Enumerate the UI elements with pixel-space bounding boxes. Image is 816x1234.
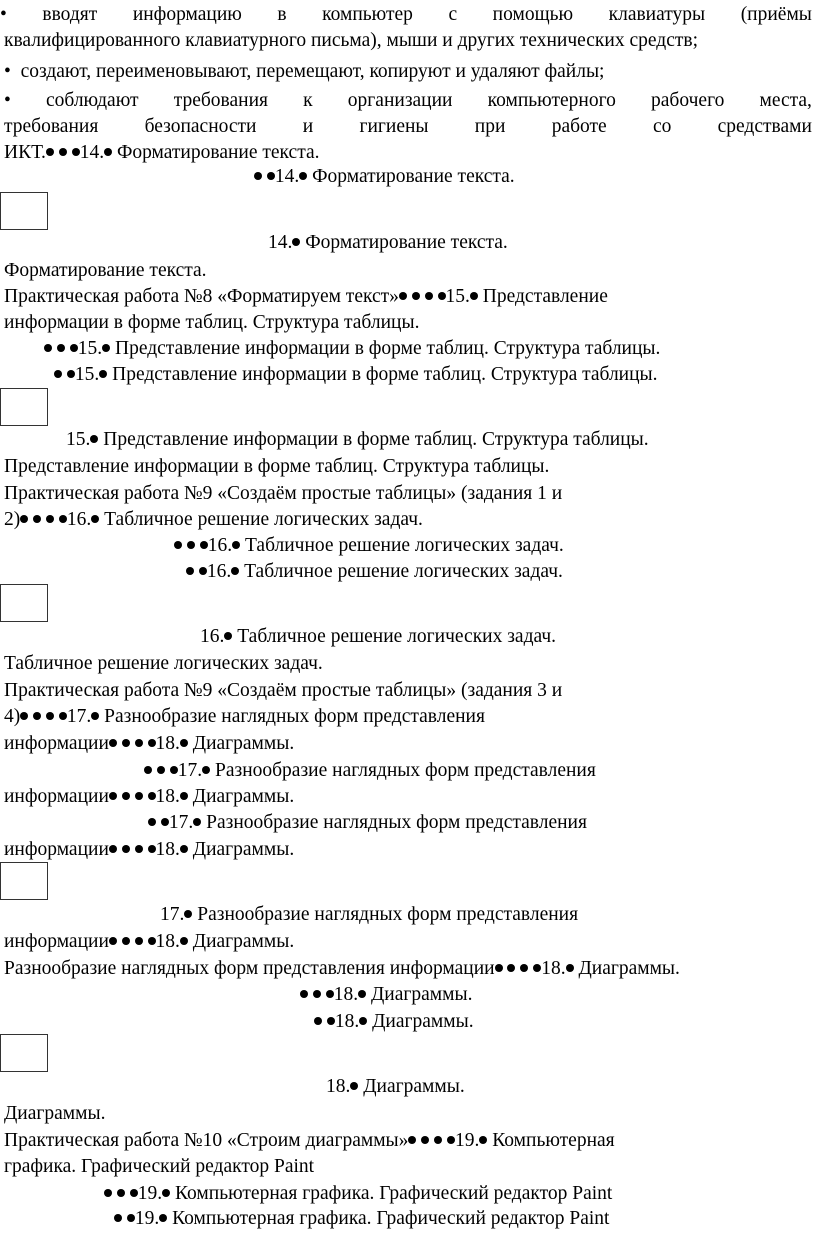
practical-work-8: Практическая работа №8 «Форматируем текст» 15. Представление [4, 286, 608, 307]
bullet-dot-icon [148, 937, 156, 945]
bullet-dot-icon [104, 148, 112, 156]
bullet-dot-icon [148, 845, 156, 853]
bullet-dot-icon [90, 435, 98, 443]
bullet-dot-icon [399, 292, 407, 300]
bullet-dot-icon [117, 1189, 125, 1197]
toc-entry-17-level3-cont[interactable]: информации 18. Диаграммы. [4, 786, 295, 807]
bullet-dot-icon [91, 515, 99, 523]
practical-work-9b: Практическая работа №9 «Создаём простые таблицы» (задания 3 и [4, 680, 563, 701]
bullet-dot-icon [327, 1017, 335, 1025]
bullet-dot-icon [412, 292, 420, 300]
bullet-dot-icon [180, 845, 188, 853]
bullet-dot-icon [470, 292, 478, 300]
bullet-dot-icon [109, 792, 117, 800]
bullet-dot-icon [122, 937, 130, 945]
bullet-dot-icon [135, 792, 143, 800]
bullet-dot-icon [162, 1189, 170, 1197]
bullet-dot-icon [109, 937, 117, 945]
bullet-dot-icon [170, 766, 178, 774]
bullet-dot-icon [161, 818, 169, 826]
bullet-dot-icon [193, 818, 201, 826]
bullet-dot-icon [99, 370, 107, 378]
practical-work-9a: Практическая работа №9 «Создаём простые таблицы» (задания 1 и [4, 483, 563, 504]
bullet-dot-icon [533, 964, 541, 972]
bullet-dot-icon [254, 172, 262, 180]
bullet-item-3-line-1: • соблюдают требования к организации компьютерного рабочего места, [4, 88, 812, 114]
toc-entry-16-level3[interactable]: 16. Табличное решение логических задач. [174, 533, 564, 559]
bullet-dot-icon [186, 567, 194, 575]
bullet-dot-icon [299, 172, 307, 180]
bullet-dot-icon [313, 990, 321, 998]
practical-work-9b-cont-2: информации 18. Диаграммы. [4, 733, 295, 754]
bullet-item-2: • создают, переименовывают, перемещают, копируют и удаляют файлы; [4, 61, 605, 82]
bullet-dot-icon [46, 148, 54, 156]
bullet-dot-icon [187, 541, 195, 549]
bullet-dot-icon [359, 1017, 367, 1025]
bullet-dot-icon [59, 712, 67, 720]
bullet-dot-icon [70, 344, 78, 352]
bullet-dot-icon [292, 238, 300, 246]
bullet-dot-icon [507, 964, 515, 972]
bullet-dot-icon [122, 792, 130, 800]
bullet-dot-icon [159, 1214, 167, 1222]
image-placeholder [0, 584, 48, 622]
bullet-dot-icon [114, 1214, 122, 1222]
bullet-dot-icon [438, 292, 446, 300]
bullet-dot-icon [135, 937, 143, 945]
bullet-dot-icon [300, 990, 308, 998]
bullet-dot-icon [144, 766, 152, 774]
bullet-dot-icon [44, 344, 52, 352]
toc-entry-16-level2[interactable]: 16. Табличное решение логических задач. [186, 559, 563, 585]
bullet-icon: • [0, 4, 7, 25]
bullet-dot-icon [20, 712, 28, 720]
section-topic-16: Табличное решение логических задач. [4, 653, 323, 674]
bullet-dot-icon [566, 964, 574, 972]
bullet-dot-icon [434, 1136, 442, 1144]
bullet-dot-icon [148, 739, 156, 747]
bullet-dot-icon [109, 739, 117, 747]
bullet-dot-icon [267, 172, 275, 180]
section-heading-15: 15. Представление информации в форме таблиц. Структура таблицы. [66, 429, 649, 450]
bullet-dot-icon [59, 148, 67, 156]
bullet-icon: • [4, 61, 21, 82]
bullet-dot-icon [135, 845, 143, 853]
toc-entry-17-level2[interactable]: 17. Разнообразие наглядных форм представления [148, 810, 587, 836]
bullet-dot-icon [157, 766, 165, 774]
bullet-dot-icon [180, 792, 188, 800]
bullet-dot-icon [57, 344, 65, 352]
bullet-dot-icon [109, 845, 117, 853]
image-placeholder [0, 862, 48, 900]
toc-entry-19-level3[interactable]: 19. Компьютерная графика. Графический редактор Paint [104, 1181, 612, 1207]
bullet-dot-icon [102, 344, 110, 352]
section-topic-15: Представление информации в форме таблиц. Структура таблицы. [4, 456, 550, 477]
section-heading-16: 16. Табличное решение логических задач. [200, 626, 557, 647]
bullet-dot-icon [127, 1214, 135, 1222]
section-heading-18: 18. Диаграммы. [326, 1076, 465, 1097]
bullet-dot-icon [184, 910, 192, 918]
bullet-dot-icon [200, 541, 208, 549]
bullet-dot-icon [232, 541, 240, 549]
bullet-dot-icon [59, 515, 67, 523]
bullet-dot-icon [180, 937, 188, 945]
bullet-dot-icon [202, 766, 210, 774]
bullet-dot-icon [148, 818, 156, 826]
bullet-dot-icon [174, 541, 182, 549]
bullet-dot-icon [520, 964, 528, 972]
bullet-dot-icon [421, 1136, 429, 1144]
section-topic-18: Диаграммы. [4, 1103, 106, 1124]
bullet-dot-icon [314, 1017, 322, 1025]
toc-entry-15-level3[interactable]: 15. Представление информации в форме таблиц. Структура таблицы. [44, 336, 660, 362]
bullet-dot-icon [495, 964, 503, 972]
image-placeholder [0, 192, 48, 230]
toc-entry-15-level2[interactable]: 15. Представление информации в форме таблиц. Структура таблицы. [54, 362, 658, 388]
bullet-dot-icon [199, 567, 207, 575]
toc-entry-18-level2[interactable]: 18. Диаграммы. [314, 1009, 474, 1035]
section-topic-14: Форматирование текста. [4, 260, 207, 281]
practical-work-8-cont: информации в форме таблиц. Структура таблицы. [4, 312, 420, 333]
bullet-dot-icon [122, 845, 130, 853]
bullet-dot-icon [408, 1136, 416, 1144]
section-topic-17: Разнообразие наглядных форм представления информации 18. Диаграммы. [4, 958, 680, 979]
bullet-dot-icon [46, 515, 54, 523]
bullet-dot-icon [135, 739, 143, 747]
bullet-dot-icon [46, 712, 54, 720]
bullet-dot-icon [67, 370, 75, 378]
bullet-dot-icon [33, 712, 41, 720]
toc-entry-17-level2-cont[interactable]: информации 18. Диаграммы. [4, 839, 295, 860]
practical-work-9a-cont: 2) 16. Табличное решение логических задач. [4, 509, 423, 530]
bullet-dot-icon [425, 292, 433, 300]
section-heading-17-cont: информации 18. Диаграммы. [4, 931, 295, 952]
bullet-item-3-line-3: ИКТ. 14. Форматирование текста. [4, 142, 320, 163]
bullet-item-3-line-2: требования безопасности и гигиены при работе со средствами [4, 116, 812, 137]
bullet-dot-icon [479, 1136, 487, 1144]
bullet-dot-icon [54, 370, 62, 378]
practical-work-9b-cont: 4) 17. Разнообразие наглядных форм представления [4, 706, 485, 727]
bullet-dot-icon [350, 1082, 358, 1090]
bullet-dot-icon [148, 792, 156, 800]
section-heading-14: 14. Форматирование текста. [268, 232, 508, 253]
bullet-dot-icon [91, 712, 99, 720]
bullet-dot-icon [20, 515, 28, 523]
bullet-dot-icon [122, 739, 130, 747]
bullet-dot-icon [33, 515, 41, 523]
bullet-dot-icon [447, 1136, 455, 1144]
bullet-dot-icon [358, 990, 366, 998]
bullet-dot-icon [104, 1189, 112, 1197]
toc-entry-14[interactable]: 14. Форматирование текста. [254, 164, 515, 190]
bullet-dot-icon [224, 632, 232, 640]
section-heading-17: 17. Разнообразие наглядных форм представления [160, 904, 579, 925]
practical-work-10: Практическая работа №10 «Строим диаграммы» 19. Компьютерная [4, 1130, 615, 1151]
image-placeholder [0, 1034, 48, 1072]
bullet-icon: • [4, 90, 11, 111]
bullet-dot-icon [130, 1189, 138, 1197]
bullet-item-1-line-1: • вводят информацию в компьютер с помощью клавиатуры (приёмы [0, 2, 812, 28]
image-placeholder [0, 388, 48, 426]
toc-entry-18-level3[interactable]: 18. Диаграммы. [300, 982, 472, 1008]
toc-entry-19-level2[interactable]: 19. Компьютерная графика. Графический редактор Paint [114, 1206, 609, 1232]
bullet-dot-icon [231, 567, 239, 575]
practical-work-10-cont: графика. Графический редактор Paint [4, 1156, 315, 1177]
bullet-dot-icon [72, 148, 80, 156]
bullet-item-1-line-2: квалифицированного клавиатурного письма), мыши и других технических средств; [4, 30, 698, 51]
toc-entry-17-level3[interactable]: 17. Разнообразие наглядных форм представления [144, 758, 596, 784]
bullet-dot-icon [326, 990, 334, 998]
bullet-dot-icon [180, 739, 188, 747]
